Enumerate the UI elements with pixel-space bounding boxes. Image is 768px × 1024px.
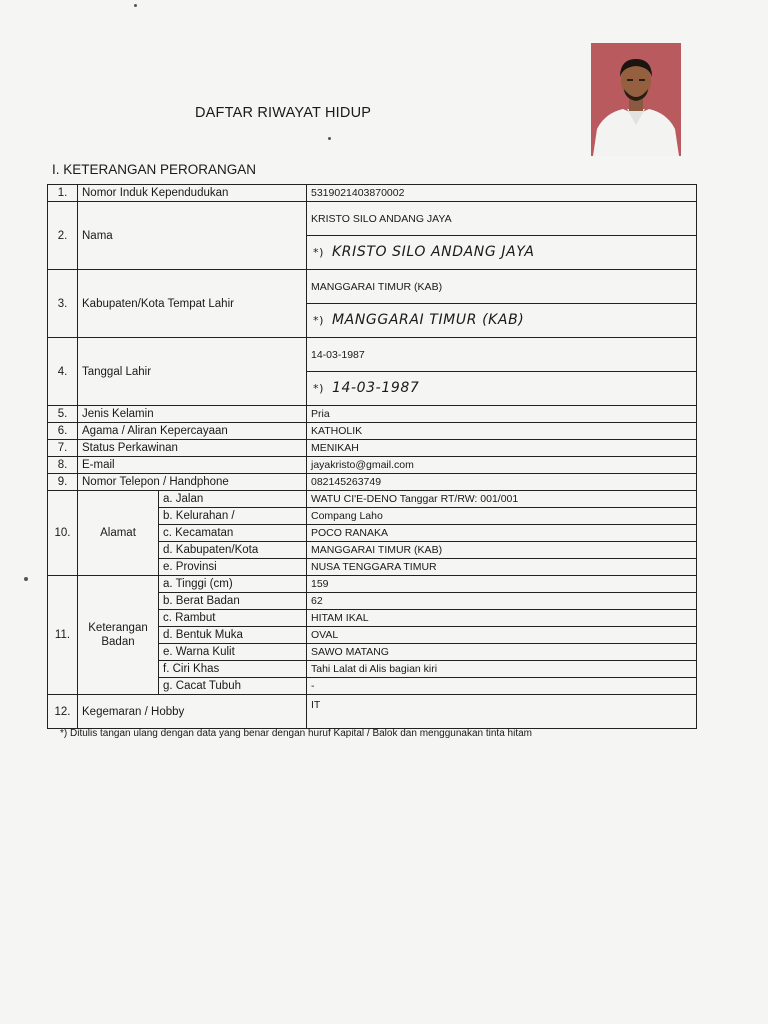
field-value: MENIKAH	[307, 440, 697, 457]
scan-speck	[328, 137, 331, 140]
sub-field-value: NUSA TENGGARA TIMUR	[307, 559, 697, 576]
table-row-badan	[48, 576, 697, 593]
handwritten-text: 14-03-1987	[332, 380, 420, 396]
sub-field-value: SAWO MATANG	[307, 644, 697, 661]
field-value: Pria	[307, 406, 697, 423]
row-number: 6.	[48, 423, 78, 440]
sub-field-label: a. Tinggi (cm)	[159, 576, 307, 593]
row-number: 3.	[48, 270, 78, 338]
sub-field-label: b. Berat Badan	[159, 593, 307, 610]
sub-field-value: POCO RANAKA	[307, 525, 697, 542]
sub-field-value: WATU CI'E-DENO Tanggar RT/RW: 001/001	[307, 491, 697, 508]
sub-field-label: c. Rambut	[159, 610, 307, 627]
row-number: 5.	[48, 406, 78, 423]
field-value: 082145263749	[307, 474, 697, 491]
table-row-tanggal-lahir	[48, 338, 697, 372]
personal-data-table	[47, 184, 697, 729]
field-label: Kabupaten/Kota Tempat Lahir	[78, 270, 307, 338]
group-label-line: Badan	[101, 636, 135, 648]
group-label	[78, 576, 159, 695]
note-mark: *)	[313, 382, 324, 395]
portrait-image	[591, 43, 681, 156]
table-row-hobby	[48, 695, 697, 729]
note-mark: *)	[313, 314, 324, 327]
field-value: MANGGARAI TIMUR (KAB)	[307, 270, 697, 304]
sub-field-value: Tahi Lalat di Alis bagian kiri	[307, 661, 697, 678]
table-row-telepon	[48, 474, 697, 491]
sub-field-value: HITAM IKAL	[307, 610, 697, 627]
table-row-nik	[48, 185, 697, 202]
handwritten-value	[307, 236, 697, 270]
row-number: 2.	[48, 202, 78, 270]
row-number: 11.	[48, 576, 78, 695]
table-row-tempat-lahir	[48, 270, 697, 304]
field-value: KRISTO SILO ANDANG JAYA	[307, 202, 697, 236]
field-value: KATHOLIK	[307, 423, 697, 440]
handwritten-text: MANGGARAI TIMUR (KAB)	[332, 312, 525, 328]
field-label: Nama	[78, 202, 307, 270]
table-row-agama	[48, 423, 697, 440]
row-number: 9.	[48, 474, 78, 491]
page-title: DAFTAR RIWAYAT HIDUP	[195, 105, 372, 121]
field-label: Jenis Kelamin	[78, 406, 307, 423]
pas-photo	[591, 43, 681, 156]
row-number: 4.	[48, 338, 78, 406]
sub-field-label: c. Kecamatan	[159, 525, 307, 542]
sub-field-value: 159	[307, 576, 697, 593]
sub-field-label: b. Kelurahan /	[159, 508, 307, 525]
field-value: jayakristo@gmail.com	[307, 457, 697, 474]
field-label: E-mail	[78, 457, 307, 474]
handwritten-text: KRISTO SILO ANDANG JAYA	[332, 244, 535, 260]
table-row-nama	[48, 202, 697, 236]
field-label: Tanggal Lahir	[78, 338, 307, 406]
row-number: 1.	[48, 185, 78, 202]
field-label: Agama / Aliran Kepercayaan	[78, 423, 307, 440]
scan-speck	[24, 577, 28, 581]
sub-field-label: d. Kabupaten/Kota	[159, 542, 307, 559]
note-mark: *)	[313, 246, 324, 259]
table-row-status	[48, 440, 697, 457]
row-number: 10.	[48, 491, 78, 576]
sub-field-label: e. Warna Kulit	[159, 644, 307, 661]
row-number: 8.	[48, 457, 78, 474]
handwritten-value	[307, 372, 697, 406]
sub-field-label: g. Cacat Tubuh	[159, 678, 307, 695]
sub-field-value: Compang Laho	[307, 508, 697, 525]
sub-field-value: 62	[307, 593, 697, 610]
section-title: I. KETERANGAN PERORANGAN	[52, 162, 257, 177]
sub-field-value: -	[307, 678, 697, 695]
sub-field-label: f. Ciri Khas	[159, 661, 307, 678]
field-label: Kegemaran / Hobby	[78, 695, 307, 729]
field-value: IT	[307, 695, 697, 729]
scan-speck	[134, 4, 137, 7]
row-number: 12.	[48, 695, 78, 729]
sub-field-label: d. Bentuk Muka	[159, 627, 307, 644]
table-row-email	[48, 457, 697, 474]
group-label-line: Keterangan	[88, 622, 148, 634]
footnote: *) Ditulis tangan ulang dengan data yang benar dengan huruf Kapital / Balok dan menggunakan tinta hitam	[60, 728, 533, 739]
table-row-jenis-kelamin	[48, 406, 697, 423]
field-value: 5319021403870002	[307, 185, 697, 202]
sub-field-value: MANGGARAI TIMUR (KAB)	[307, 542, 697, 559]
field-label: Nomor Induk Kependudukan	[78, 185, 307, 202]
sub-field-label: a. Jalan	[159, 491, 307, 508]
field-label: Nomor Telepon / Handphone	[78, 474, 307, 491]
field-value: 14-03-1987	[307, 338, 697, 372]
sub-field-value: OVAL	[307, 627, 697, 644]
sub-field-label: e. Provinsi	[159, 559, 307, 576]
row-number: 7.	[48, 440, 78, 457]
handwritten-value	[307, 304, 697, 338]
field-label: Status Perkawinan	[78, 440, 307, 457]
table-row-alamat	[48, 491, 697, 508]
group-label: Alamat	[78, 491, 159, 576]
